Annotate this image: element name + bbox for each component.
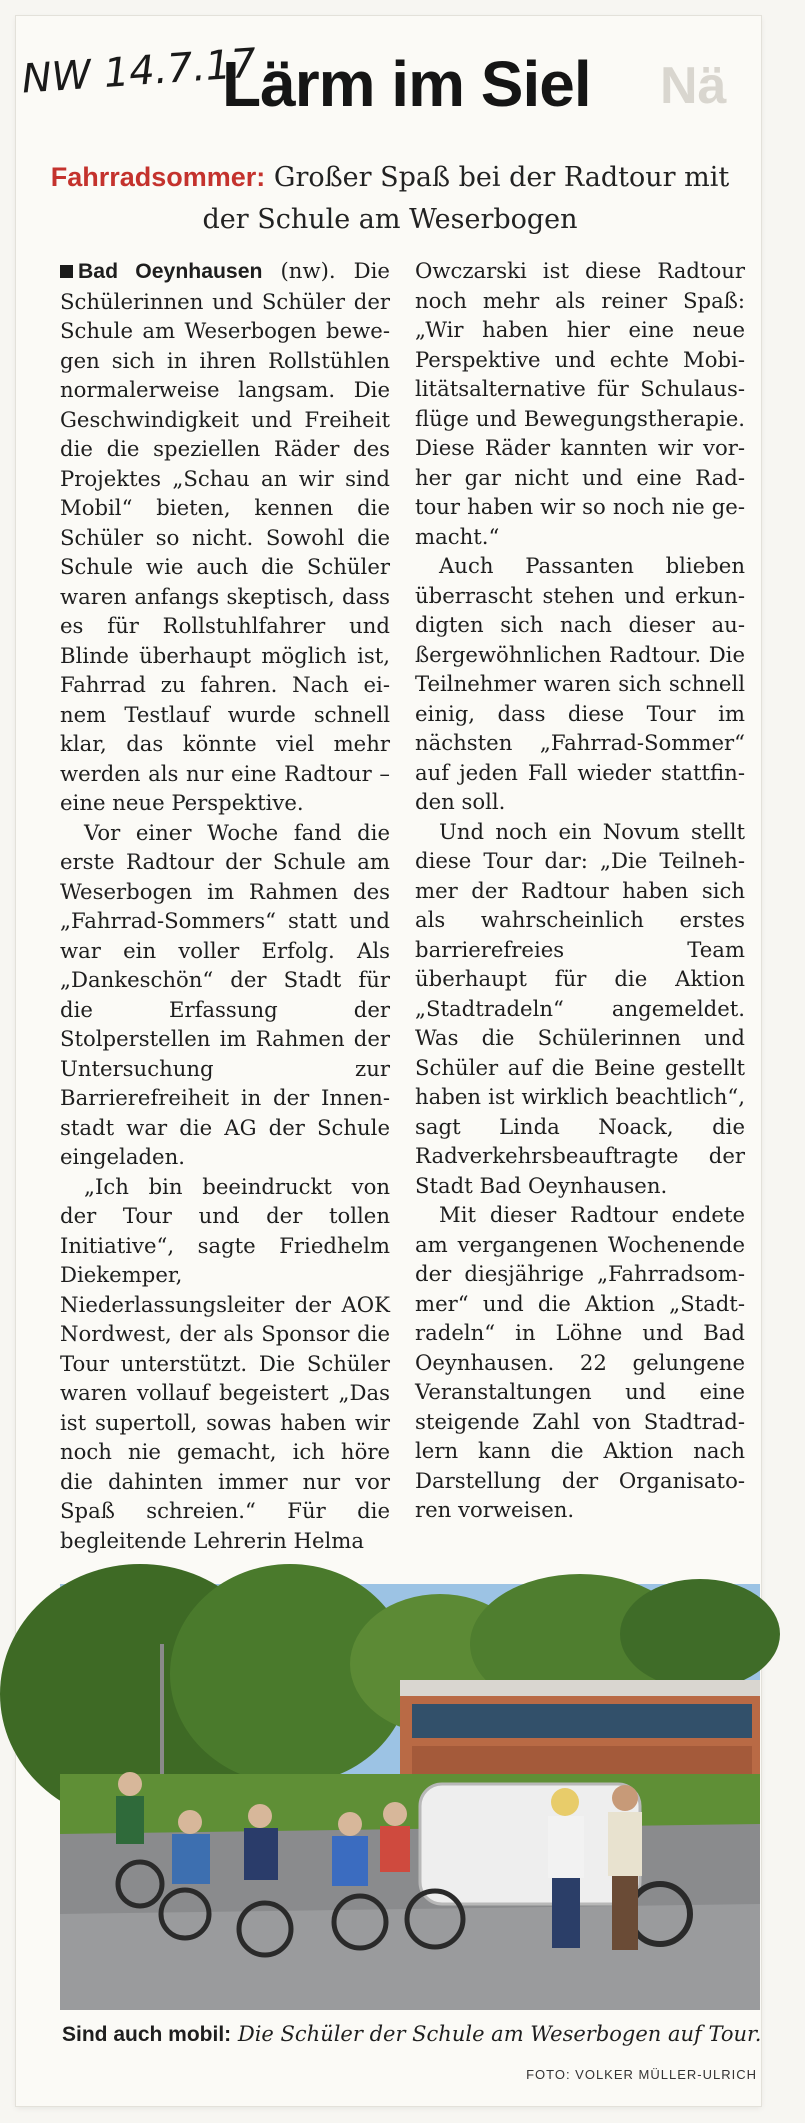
paragraph: Owczarski ist diese Radtour noch mehr als reiner Spaß: „Wir haben hier eine neue Perspektive und echte Mobilitätsalternative für Schulausflüge und Bewegungstherapie. Diese Räder kannten wir vorher gar nicht und eine Radtour haben wir so noch nie gemacht.“ (415, 258, 745, 549)
photo-caption (62, 2022, 762, 2047)
caption-text: Die Schüler der Schule am Weserbogen auf Tour. (237, 2022, 762, 2046)
svg-text:NW 14.7.17: NW 14.7.17 (20, 40, 258, 103)
dateline-square-icon (60, 265, 73, 278)
caption-label: Sind auch mobil: (62, 2023, 232, 2046)
subheadline (40, 156, 740, 241)
subheadline-kicker: Fahrradsommer: (50, 162, 266, 192)
paragraph: Auch Passanten blieben überrascht stehen und erkundigten sich nach dieser außergewöhnlichen Radtour. Die Teilnehmer waren sich schnell einig, dass diese Tour im nächsten „Fahrrad-Sommer“ auf jeden Fall wieder stattfinden soll. (415, 553, 745, 814)
dateline: Bad Oeynhausen (78, 260, 263, 283)
handwritten-date-note (18, 38, 258, 104)
paragraph: Mit dieser Radtour endete am vergangenen Wochenende der diesjährige „Fahrradsommer“ und die Aktion „Stadtradeln“ in Löhne und Bad Oeynhausen. 22 gelungene Veranstaltungen und eine steigende Zahl von Stadtradlern kann die Aktion nach Darstellung der Organisatoren vorweisen. (415, 1202, 745, 1522)
paragraph: „Ich bin beeindruckt von der Tour und der tollen Initiative“, sagte Friedhelm Diekemper, Niederlassungsleiter der AOK Nordwest, der als Sponsor die Tour unterstützt. Die Schüler waren vollauf begeistert „Das ist supertoll, sowas haben wir noch nie gemacht, ich höre die dahinten immer nur vor Spaß schreien.“ Für die begleitende Lehrerin Helma (60, 1173, 390, 1553)
subheadline-line1: Großer Spaß bei der Radtour mit (273, 162, 730, 193)
paragraph: Vor einer Woche fand die erste Radtour der Schule am Weserbogen im Rahmen des „Fahrrad-Sommers“ statt und war ein voller Erfolg. Als „Dankeschön“ der Stadt für die Erfassung der Stolperstellen im Rahmen der Untersuchung zur Barrierefreiheit in der Innenstadt war die AG der Schule eingeladen. (60, 819, 390, 1169)
bleedthrough-text: Nä (660, 57, 727, 115)
paragraph: Bad Oeynhausen (nw). Die Schülerinnen und Schüler der Schule am Weserbogen bewegen sich in ihren Rollstühlen normalerweise langsam. Die Geschwindigkeit und Freiheit die die speziellen Räder des Projektes „Schau an wir sind Mobil“ bieten, kennen die Schüler so nicht. Sowohl die Schule wie auch die Schüler waren anfangs skeptisch, dass es für Rollstuhlfahrer und Blinde überhaupt möglich ist, Fahrrad zu fahren. Nach einem Testlauf wurde schnell klar, das könnte viel mehr werden als nur eine Radtour – eine neue Perspektive. (60, 258, 390, 815)
article-photo (60, 1584, 760, 2010)
photo-credit: FOTO: VOLKER MÜLLER-ULRICH (526, 2067, 757, 2082)
article-column-2 (415, 256, 745, 1525)
headline: Lärm im Siel (222, 48, 591, 120)
paragraph: Und noch ein Novum stellt diese Tour dar: „Die Teilnehmer der Radtour haben sich als wahrscheinlich erstes barrierefreies Team überhaupt für die Aktion „Stadtradeln“ angemeldet. Was die Schülerinnen und Schüler auf die Beine gestellt haben ist wirklich beachtlich“, sagt Linda Noack, die Radverkehrsbeauftragte der Stadt Bad Oeynhausen. (415, 818, 745, 1198)
article-column-1 (60, 256, 390, 1555)
subheadline-line2: der Schule am Weserbogen (202, 204, 578, 235)
